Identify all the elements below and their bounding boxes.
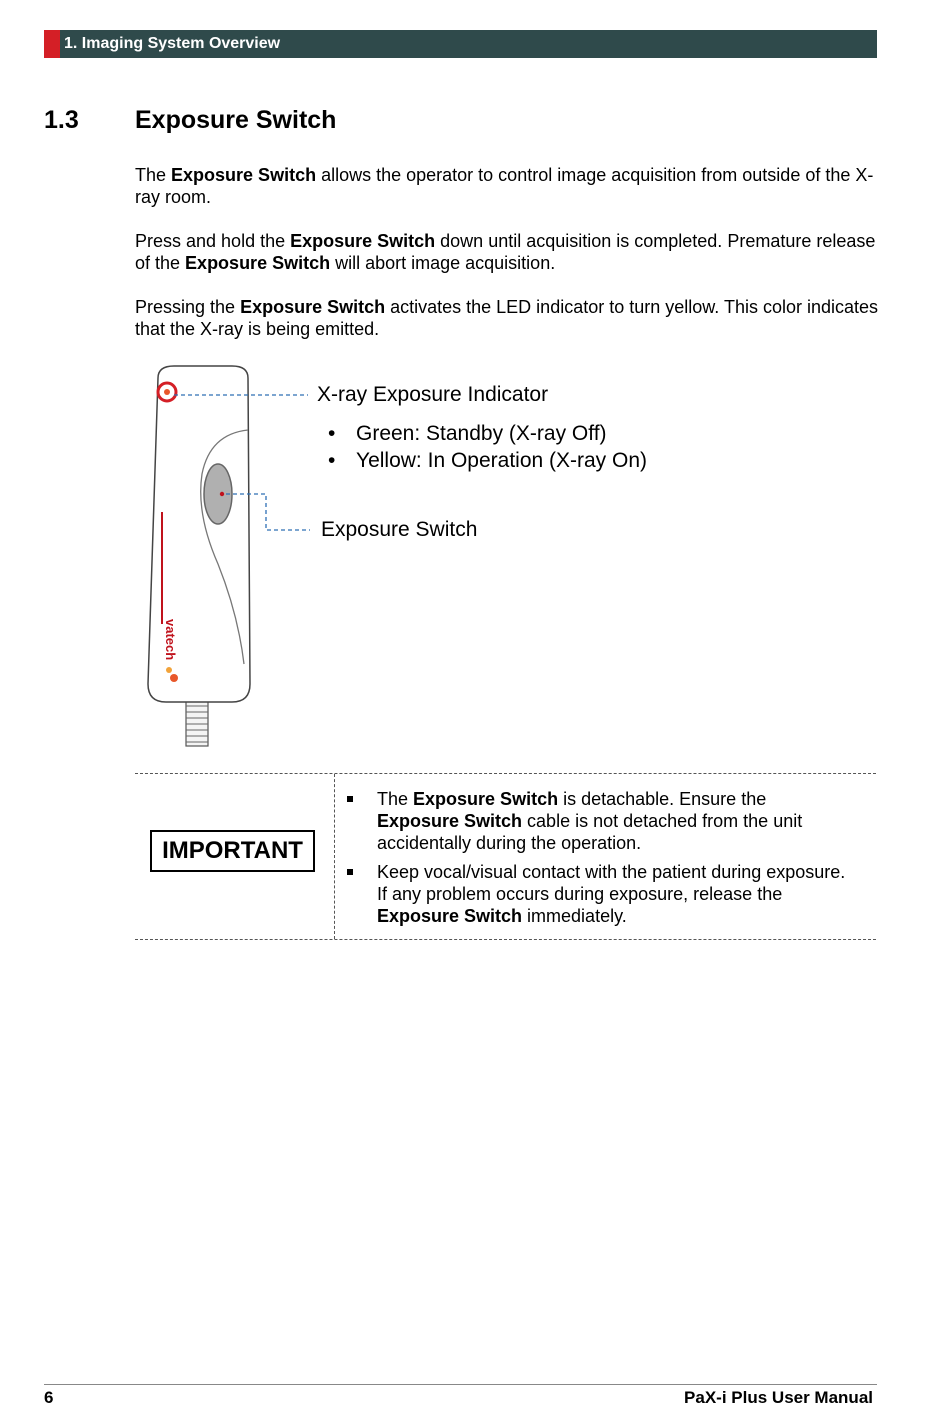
manual-title: PaX-i Plus User Manual bbox=[684, 1388, 873, 1407]
section-title: Exposure Switch bbox=[135, 106, 337, 134]
indicator-state-green: • Green: Standby (X-ray Off) bbox=[328, 422, 607, 445]
indicator-state-yellow: • Yellow: In Operation (X-ray On) bbox=[328, 449, 648, 472]
led-indicator-icon bbox=[158, 383, 176, 401]
important-item-1: The Exposure Switch is detachable. Ensure the Exposure Switch cable is not detached from the unit accidentally during the operation. bbox=[347, 788, 847, 854]
section-number: 1.3 bbox=[44, 106, 79, 134]
important-label: IMPORTANT bbox=[150, 830, 315, 872]
square-bullet-icon bbox=[347, 796, 353, 802]
square-bullet-icon bbox=[347, 869, 353, 875]
important-notice bbox=[135, 773, 876, 940]
footer-rule bbox=[44, 1384, 877, 1385]
cable-icon bbox=[186, 700, 208, 746]
switch-callout: Exposure Switch bbox=[321, 518, 478, 541]
svg-text:vatech: vatech bbox=[163, 619, 178, 661]
page-number: 6 bbox=[44, 1388, 54, 1407]
indicator-callout: X-ray Exposure Indicator bbox=[317, 383, 549, 406]
paragraph-1: The Exposure Switch allows the operator to control image acquisition from outside of the X-ray room. bbox=[135, 165, 874, 207]
chapter-title: 1. Imaging System Overview bbox=[64, 35, 281, 52]
important-item-2: Keep vocal/visual contact with the patient during exposure. If any problem occurs during exposure, release the Exposure Switch immediately. bbox=[347, 861, 847, 927]
paragraph-2: Press and hold the Exposure Switch down until acquisition is completed. Premature release of the Exposure Switch will abort image acquisition. bbox=[135, 231, 876, 273]
important-divider bbox=[334, 774, 335, 939]
paragraph-3: Pressing the Exposure Switch activates the LED indicator to turn yellow. This color indicates that the X-ray is being emitted. bbox=[135, 297, 879, 339]
exposure-switch-figure bbox=[140, 364, 700, 754]
header-accent bbox=[44, 30, 60, 58]
chapter-header-bar bbox=[44, 30, 877, 58]
